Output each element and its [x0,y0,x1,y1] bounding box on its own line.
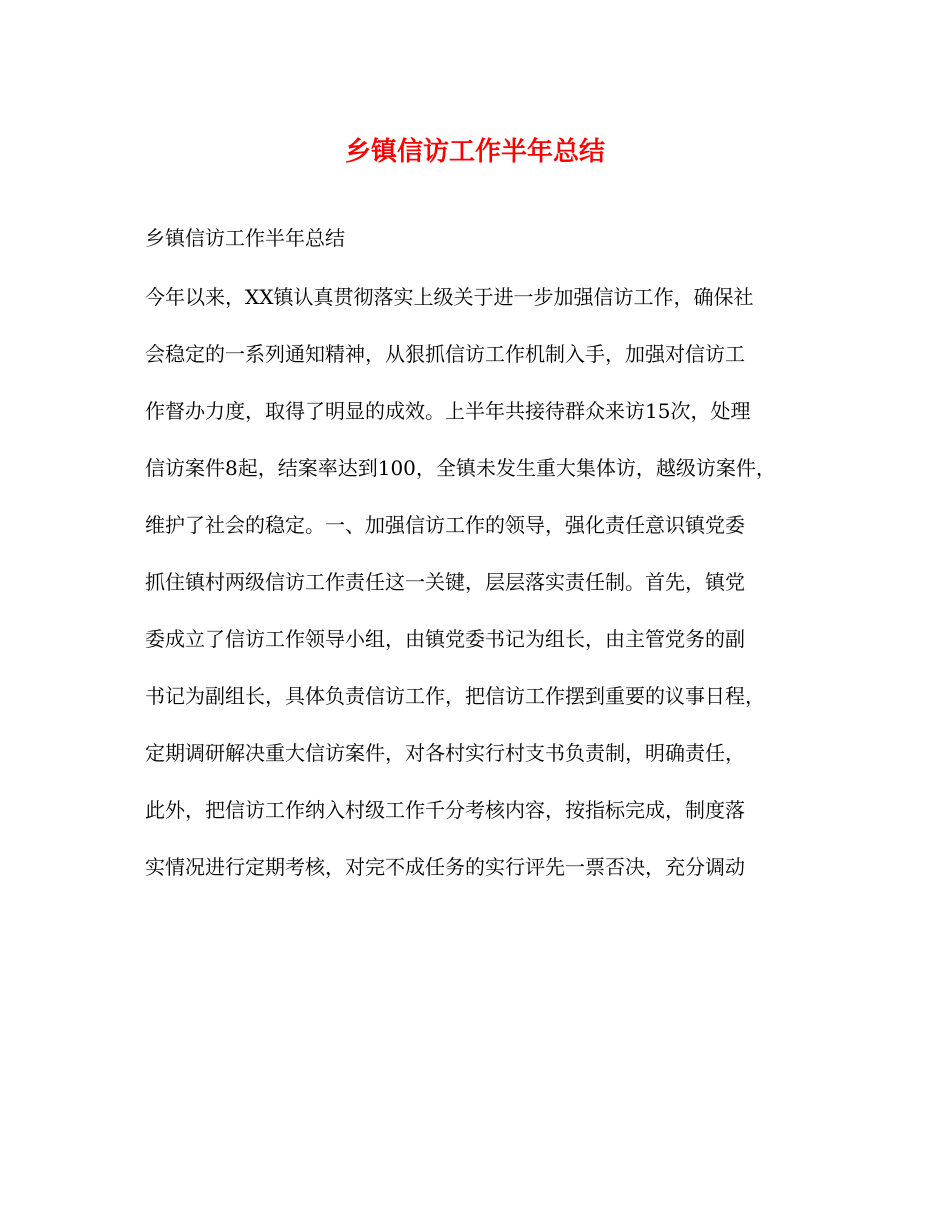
body-line: 定期调研解决重大信访案件，对各村实行村支书负责制，明确责任， [145,741,745,765]
body-line: 委成立了信访工作领导小组，由镇党委书记为组长，由主管党务的副 [145,627,745,651]
document-body [145,284,835,911]
body-line: 信访案件8起，结案率达到100，全镇未发生重大集体访，越级访案件， [145,456,776,480]
body-line: 书记为副组长，具体负责信访工作，把信访工作摆到重要的议事日程， [145,684,765,708]
document-title: 乡镇信访工作半年总结 [344,137,605,167]
body-line: 作督办力度，取得了明显的成效。上半年共接待群众来访15次，处理 [145,399,751,423]
body-line: 会稳定的一系列通知精神，从狠抓信访工作机制入手，加强对信访工 [145,342,745,366]
body-line: 维护了社会的稳定。一、加强信访工作的领导，强化责任意识镇党委 [145,513,745,537]
body-line: 此外，把信访工作纳入村级工作千分考核内容，按指标完成，制度落 [145,798,745,822]
body-line: 抓住镇村两级信访工作责任这一关键，层层落实责任制。首先，镇党 [145,570,745,594]
body-line: 实情况进行定期考核，对完不成任务的实行评先一票否决，充分调动 [145,855,745,879]
document-subtitle: 乡镇信访工作半年总结 [145,226,345,250]
body-line: 今年以来，XX镇认真贯彻落实上级关于进一步加强信访工作，确保社 [145,285,754,309]
